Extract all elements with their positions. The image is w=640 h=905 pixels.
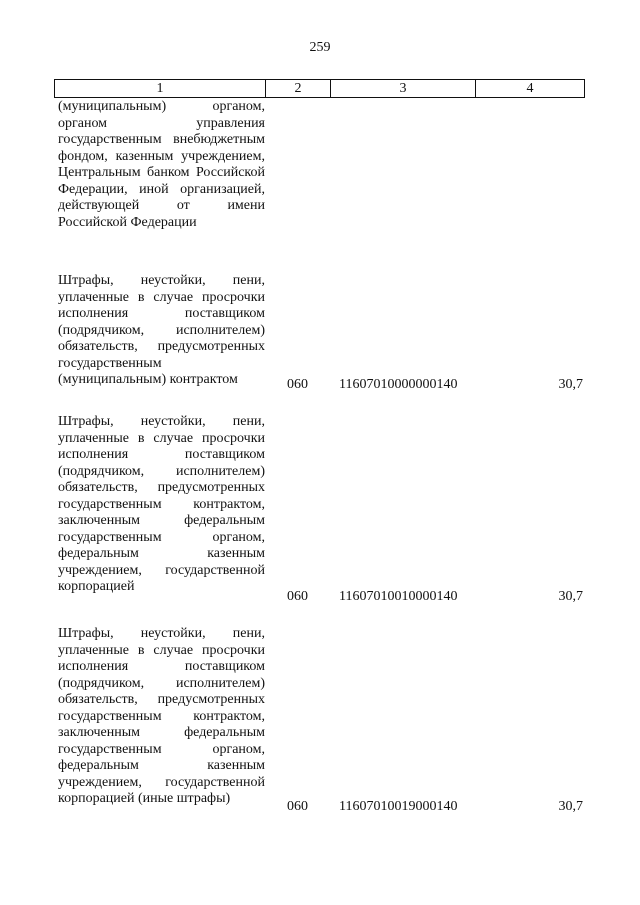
page-number: 259 — [309, 40, 331, 55]
row-1-name: Штрафы, неустойки, пени, уплаченные в случае просрочки исполнения поставщиком (подрядчиком, исполнителем) обязательств, предусмотренных государственным (муниципальным) контрактом — [58, 273, 265, 387]
row-1-code: 060 — [287, 377, 308, 392]
row-3-code: 060 — [287, 799, 308, 814]
header-col-3: 3 — [331, 80, 476, 98]
header-col-4: 4 — [476, 80, 585, 98]
header-col-2: 2 — [266, 80, 331, 98]
header-col-1: 1 — [55, 80, 266, 98]
table-header — [54, 79, 585, 98]
row-3-name: Штрафы, неустойки, пени, уплаченные в случае просрочки исполнения поставщиком (подрядчиком, исполнителем) обязательств, предусмотренных государственным контрактом, заключенным федеральным государственным органом, федеральным казенным учреждением, государственной корпорацией (иные штрафы) — [58, 626, 265, 806]
continuation-text: (муниципальным) органом, органом управления государственным внебюджетным фондом, казенным учреждением, Центральным банком Российской Федерации, иной организацией, действующей от имени Российской Федерации — [58, 99, 265, 230]
row-2-amount: 30,7 — [558, 589, 583, 604]
row-1-amount: 30,7 — [558, 377, 583, 392]
row-2-kbk: 11607010010000140 — [339, 589, 458, 604]
row-2-name: Штрафы, неустойки, пени, уплаченные в случае просрочки исполнения поставщиком (подрядчиком, исполнителем) обязательств, предусмотренных государственным контрактом, заключенным федеральным государственным органом, федеральным казенным учреждением, государственной корпорацией — [58, 414, 265, 594]
row-1-kbk: 11607010000000140 — [339, 377, 458, 392]
row-3-kbk: 11607010019000140 — [339, 799, 458, 814]
row-2-code: 060 — [287, 589, 308, 604]
row-3-amount: 30,7 — [558, 799, 583, 814]
